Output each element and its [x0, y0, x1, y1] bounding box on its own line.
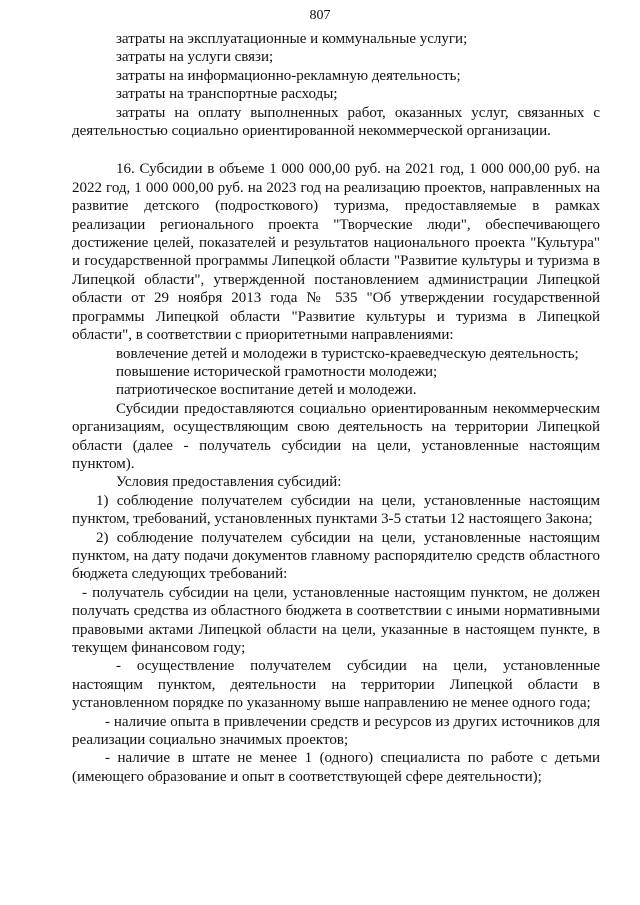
paragraph-requirement-4: - наличие в штате не менее 1 (одного) специалиста по работе с детьми (имеющего образование и опыт в соответствующей сфере деятельности); — [72, 750, 600, 785]
paragraph-requirement-2: - осуществление получателем субсидии на цели, установленные настоящим пунктом, деятельности на территории Липецкой области в установленном порядке по указанному выше направлению не менее одного года; — [72, 658, 600, 712]
paragraph-condition-1: 1) соблюдение получателем субсидии на цели, установленные настоящим пунктом, требований, установленных пунктами 3-5 статьи 12 настоящего Закона; — [72, 492, 600, 528]
paragraph-cost-advertising: затраты на информационно-рекламную деятельность; — [116, 67, 461, 84]
paragraph-conditions-heading: Условия предоставления субсидий: — [116, 474, 342, 491]
paragraph-cost-utilities: затраты на эксплуатационные и коммунальные услуги; — [116, 31, 468, 47]
paragraph-priority-1: вовлечение детей и молодежи в туристско-краеведческую деятельность; — [116, 345, 579, 362]
paragraph-cost-transport: затраты на транспортные расходы; — [116, 86, 338, 103]
paragraph-condition-2: 2) соблюдение получателем субсидии на цели, установленные настоящим пунктом, на дату подачи документов главному распорядителю средств областного бюджета следующих требований: — [72, 529, 600, 583]
paragraph-recipients: Субсидии предоставляются социально ориентированным некоммерческим организациям, осуществляющим свою деятельность на территории Липецкой области (далее - получатель субсидии на цели, установленные настоящим пунктом). — [72, 400, 600, 472]
paragraph-priority-2: повышение исторической грамотности молодежи; — [116, 363, 438, 380]
page-number: 807 — [309, 8, 331, 23]
paragraph-cost-works: затраты на оплату выполненных работ, оказанных услуг, связанных с деятельностью социально ориентированной некоммерческой организации. — [72, 104, 600, 140]
paragraph-spacer — [72, 140, 600, 160]
paragraph-priority-3: патриотическое воспитание детей и молодежи. — [116, 382, 417, 399]
paragraph-item-16: 16. Субсидии в объеме 1 000 000,00 руб. на 2021 год, 1 000 000,00 руб. на 2022 год, 1 000 000,00 руб. на 2023 год на реализацию проектов, направленных на развитие детского (подросткового) туризма, предоставляемые в рамках реализации регионального проекта "Творческие люди", обеспечивающего достижение целей, показателей и результатов национального проекта "Культура" и государственной программы Липецкой области "Развитие культуры и туризма в Липецкой области", утвержденной постановлением администрации Липецкой области от 29 ноября 2013 года № 535 "Об утверждении государственной программы Липецкой области "Развитие культуры и туризма в Липецкой области", в соответствии с приоритетными направлениями: — [72, 161, 600, 344]
document-body — [72, 30, 600, 786]
paragraph-requirement-3: - наличие опыта в привлечении средств и ресурсов из других источников для реализации социально значимых проектов; — [72, 713, 600, 749]
paragraph-requirement-1: - получатель субсидии на цели, установленные настоящим пунктом, не должен получать средства из областного бюджета в соответствии с иными нормативными правовыми актами Липецкой области на цели, указанные в настоящем пункте, в текущем финансовом году; — [72, 584, 600, 656]
paragraph-cost-communication: затраты на услуги связи; — [116, 49, 274, 66]
